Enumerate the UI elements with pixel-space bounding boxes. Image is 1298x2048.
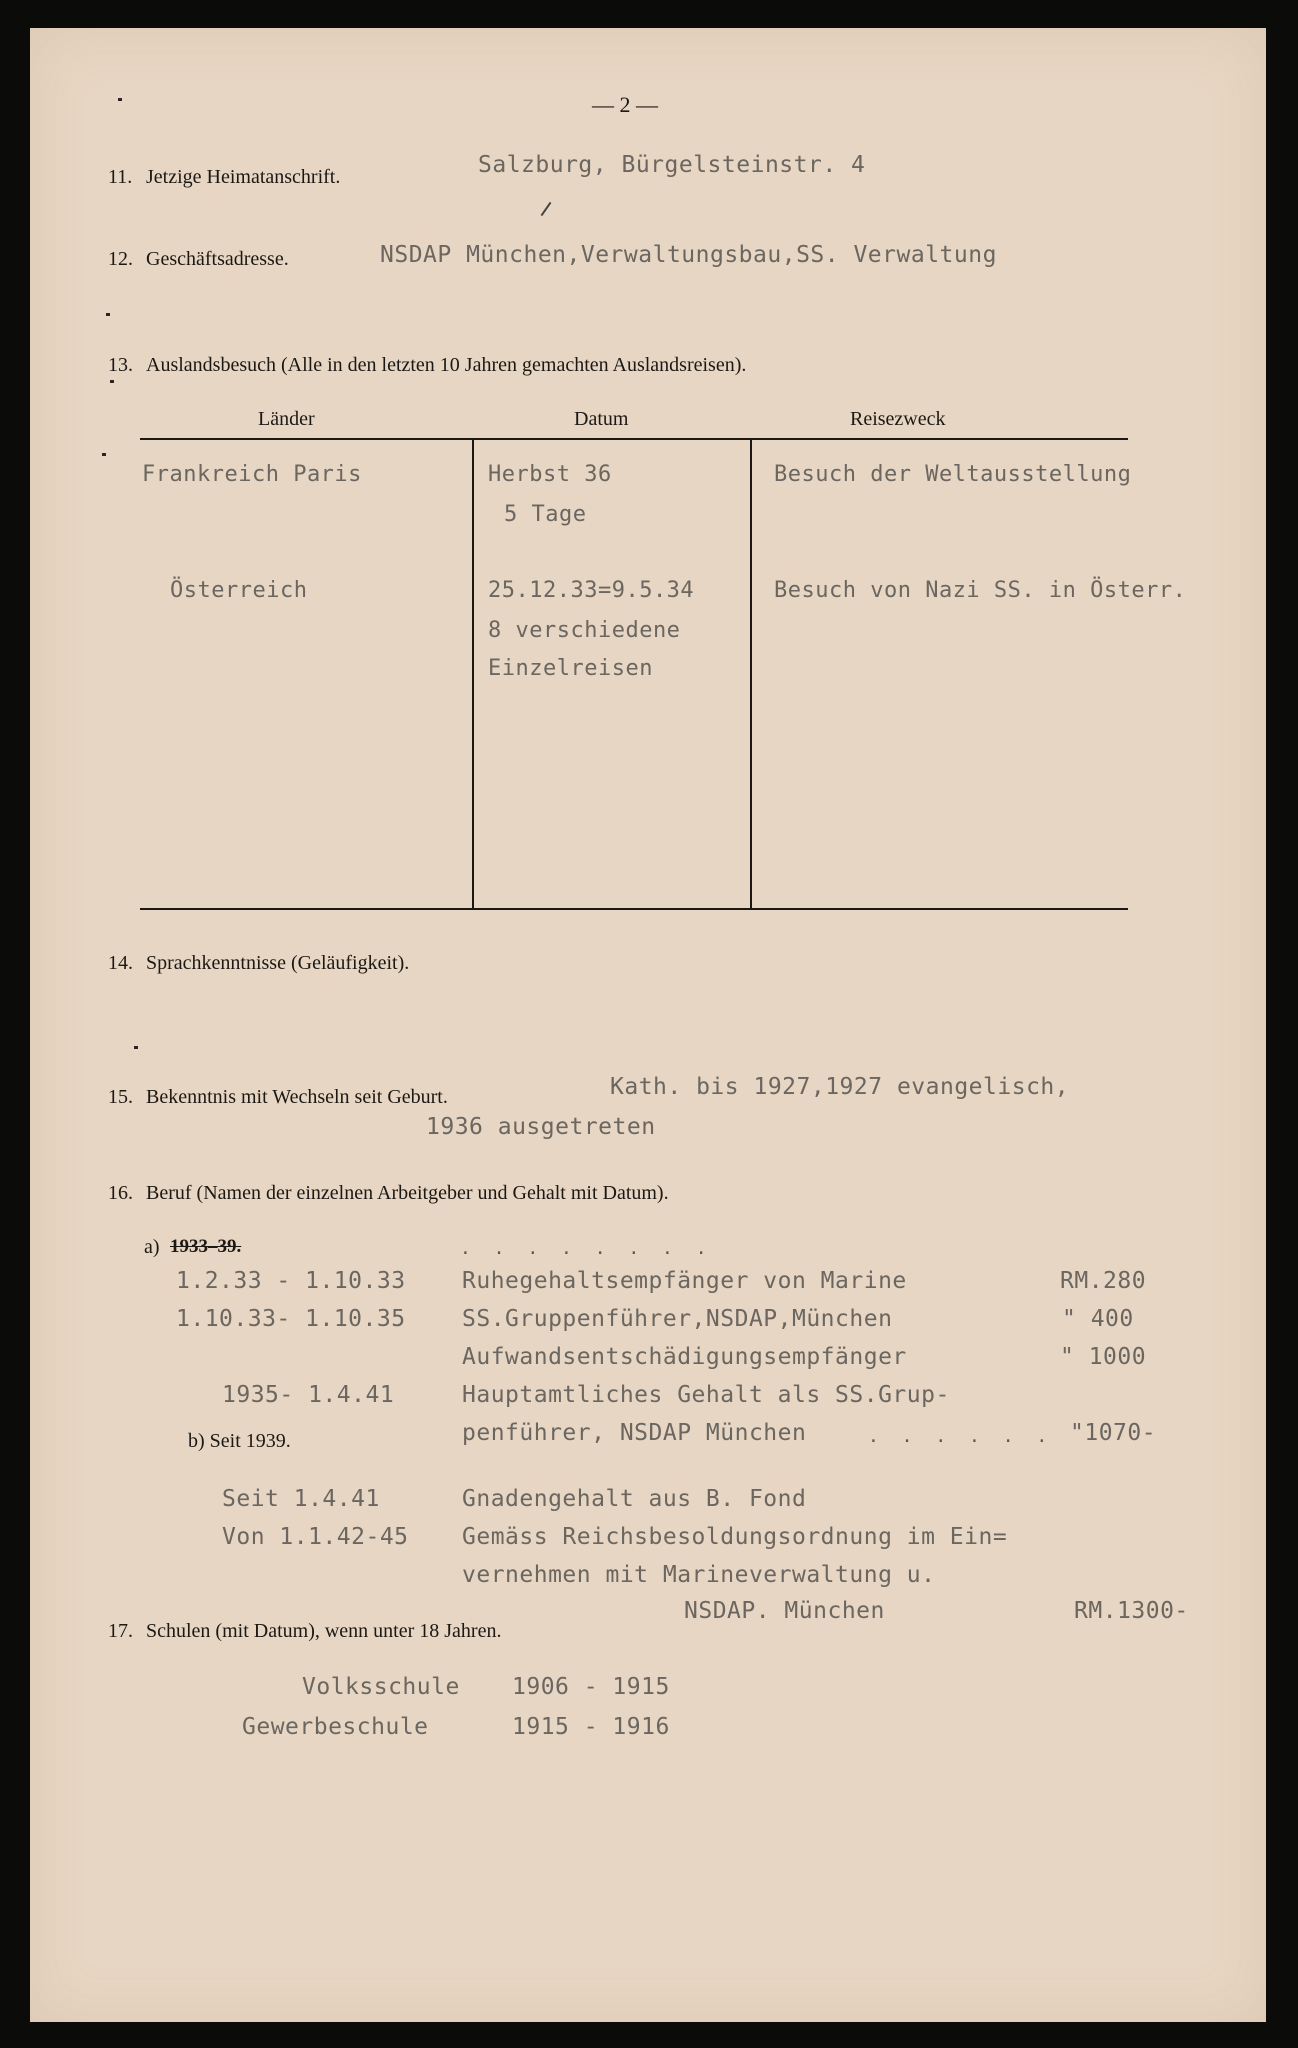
school-years: 1906 - 1915: [512, 1674, 670, 1700]
job-salary: RM.280: [1060, 1268, 1147, 1294]
item-16-label: Beruf (Namen der einzelnen Arbeitgeber und Gehalt mit Datum).: [146, 1182, 669, 1204]
job-description: Gnadengehalt aus B. Fond: [462, 1486, 807, 1512]
job-date: Von 1.1.42-45: [222, 1524, 409, 1550]
job-description: vernehmen mit Marineverwaltung u.: [462, 1562, 936, 1588]
trip-duration: 8 verschiedene: [488, 618, 681, 643]
item-16-a-value: 1933–39.: [170, 1236, 242, 1257]
item-13-number: 13.: [108, 354, 133, 376]
job-description: Aufwandsentschädigungsempfänger: [462, 1344, 907, 1370]
table-header-laender: Länder: [258, 408, 315, 430]
item-16-number: 16.: [108, 1182, 133, 1204]
item-12-number: 12.: [108, 248, 133, 270]
item-15-number: 15.: [108, 1086, 133, 1108]
table-top-rule: [140, 438, 1128, 440]
trip-date: 25.12.33=9.5.34: [488, 578, 695, 603]
item-16-b-label: b) Seit 1939.: [188, 1430, 291, 1452]
job-salary: " 1000: [1060, 1344, 1147, 1370]
school-name: Volksschule: [302, 1674, 460, 1700]
table-header-reisezweck: Reisezweck: [850, 408, 946, 430]
document-page: [30, 28, 1266, 2022]
page-number: — 2 —: [592, 92, 658, 117]
item-17-label: Schulen (mit Datum), wenn unter 18 Jahren.: [146, 1620, 502, 1642]
job-description: penführer, NSDAP München: [462, 1420, 807, 1446]
item-11-label: Jetzige Heimatanschrift.: [146, 166, 341, 188]
item-13-label: Auslandsbesuch (Alle in den letzten 10 Jahren gemachten Auslandsreisen).: [146, 354, 747, 376]
item-12-label: Geschäftsadresse.: [146, 248, 289, 270]
trip-date: Herbst 36: [488, 462, 612, 487]
trip-country: Frankreich Paris: [142, 462, 362, 487]
table-bottom-rule: [140, 908, 1128, 910]
speck: [102, 453, 106, 456]
speck: [118, 98, 122, 101]
school-name: Gewerbeschule: [242, 1714, 429, 1740]
item-14-label: Sprachkenntnisse (Geläufigkeit).: [146, 952, 410, 974]
item-15-value: Kath. bis 1927,1927 evangelisch,: [610, 1074, 1070, 1100]
job-date: 1.2.33 - 1.10.33: [176, 1268, 406, 1294]
item-14-number: 14.: [108, 952, 133, 974]
pen-mark: [541, 202, 552, 216]
job-description: Gemäss Reichsbesoldungsordnung im Ein=: [462, 1524, 1008, 1550]
job-date: Seit 1.4.41: [222, 1486, 380, 1512]
item-17-number: 17.: [108, 1620, 133, 1642]
dotted-line: . . . . . . . .: [460, 1238, 713, 1259]
item-15-value: 1936 ausgetreten: [426, 1114, 656, 1140]
table-header-datum: Datum: [574, 408, 629, 430]
item-15-label: Bekenntnis mit Wechseln seit Geburt.: [146, 1086, 448, 1108]
speck: [110, 380, 114, 383]
trip-country: Österreich: [170, 578, 308, 603]
job-date: 1935- 1.4.41: [222, 1382, 395, 1408]
item-11-number: 11.: [108, 166, 133, 188]
job-description: Hauptamtliches Gehalt als SS.Grup-: [462, 1382, 950, 1408]
trip-duration: 5 Tage: [504, 502, 587, 527]
speck: [106, 313, 110, 316]
speck: [134, 1046, 138, 1049]
item-12-value: NSDAP München,Verwaltungsbau,SS. Verwaltung: [380, 242, 997, 268]
job-salary: " 400: [1062, 1306, 1134, 1332]
job-description: NSDAP. München: [684, 1598, 885, 1624]
job-description: SS.Gruppenführer,NSDAP,München: [462, 1306, 893, 1332]
trip-purpose: Besuch der Weltausstellung: [774, 462, 1132, 487]
job-salary: RM.1300-: [1074, 1598, 1189, 1624]
table-column-divider: [472, 439, 474, 909]
school-years: 1915 - 1916: [512, 1714, 670, 1740]
trip-purpose: Besuch von Nazi SS. in Österr.: [774, 578, 1187, 603]
table-column-divider: [750, 439, 752, 909]
dotted-line: . . . . . .: [868, 1426, 1054, 1447]
job-date: 1.10.33- 1.10.35: [176, 1306, 406, 1332]
trip-duration: Einzelreisen: [488, 656, 653, 681]
job-description: Ruhegehaltsempfänger von Marine: [462, 1268, 907, 1294]
item-16-a-label: a): [144, 1236, 160, 1258]
item-11-value: Salzburg, Bürgelsteinstr. 4: [478, 152, 866, 178]
job-salary: "1070-: [1070, 1420, 1157, 1446]
